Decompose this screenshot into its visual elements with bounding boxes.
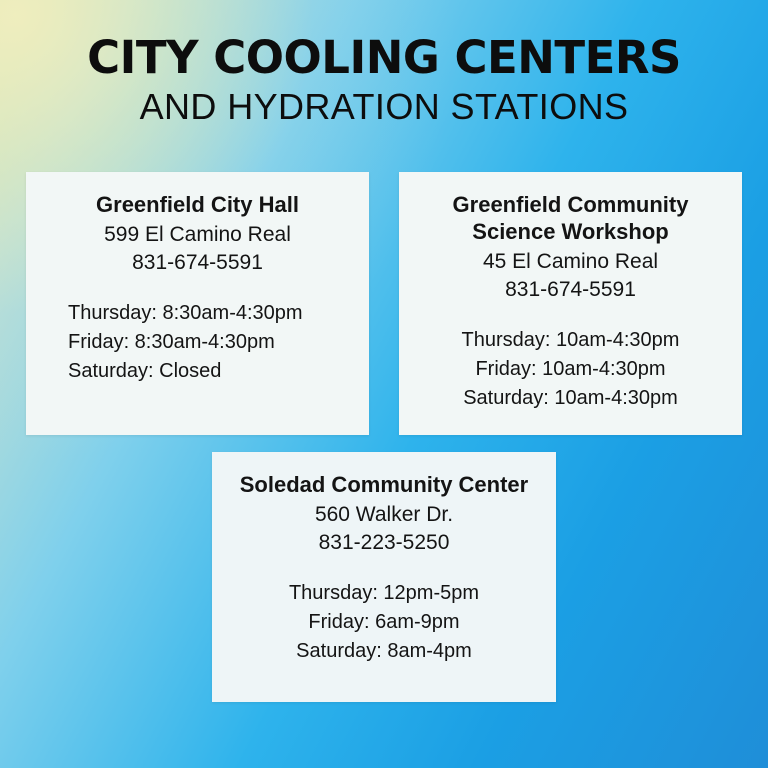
location-card-greenfield-community-science-workshop bbox=[399, 172, 742, 435]
hours-thursday: Thursday: 8:30am-4:30pm bbox=[68, 301, 303, 324]
hours-friday: Friday: 8:30am-4:30pm bbox=[68, 330, 275, 353]
location-phone: 831-674-5591 bbox=[132, 250, 263, 274]
location-phone: 831-674-5591 bbox=[505, 277, 636, 301]
hours-friday: Friday: 6am-9pm bbox=[308, 610, 460, 633]
hours-thursday: Thursday: 10am-4:30pm bbox=[461, 328, 680, 351]
location-card-soledad-community-center bbox=[212, 452, 556, 702]
location-card-greenfield-city-hall bbox=[26, 172, 369, 435]
hours-friday: Friday: 10am-4:30pm bbox=[475, 357, 666, 380]
hours-saturday: Saturday: 8am-4pm bbox=[296, 639, 472, 662]
location-cards-row bbox=[0, 172, 768, 435]
location-hours bbox=[415, 326, 726, 413]
location-address: 560 Walker Dr. bbox=[314, 502, 454, 526]
location-address: 45 El Camino Real bbox=[482, 249, 659, 273]
poster-heading bbox=[0, 0, 768, 128]
location-address: 599 El Camino Real bbox=[104, 222, 291, 246]
location-name: Greenfield Community Science Workshop bbox=[452, 192, 689, 244]
hours-saturday: Saturday: 10am-4:30pm bbox=[463, 386, 678, 409]
location-name: Soledad Community Center bbox=[239, 472, 529, 497]
poster-subtitle: AND HYDRATION STATIONS bbox=[139, 85, 629, 127]
location-name: Greenfield City Hall bbox=[96, 192, 299, 217]
poster-title: CITY COOLING CENTERS bbox=[87, 31, 681, 84]
hours-saturday: Saturday: Closed bbox=[68, 359, 222, 382]
location-hours bbox=[42, 299, 353, 386]
hours-thursday: Thursday: 12pm-5pm bbox=[288, 581, 480, 604]
location-hours bbox=[228, 579, 540, 666]
location-phone: 831-223-5250 bbox=[318, 530, 450, 554]
